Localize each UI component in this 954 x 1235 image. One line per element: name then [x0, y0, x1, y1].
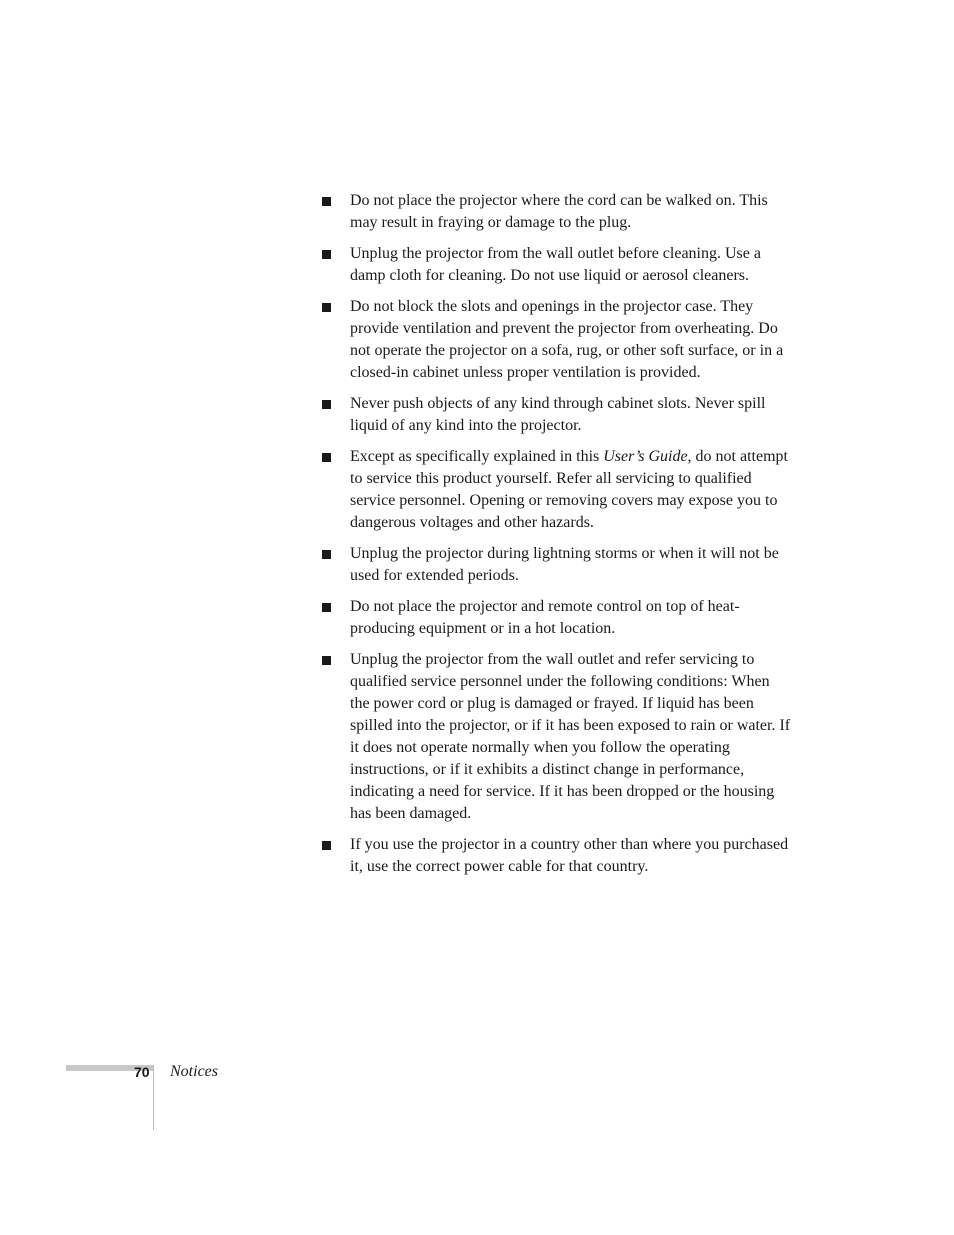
list-item: [322, 393, 792, 437]
square-bullet-icon: [322, 303, 331, 312]
square-bullet-icon: [322, 250, 331, 259]
square-bullet-icon: [322, 603, 331, 612]
guide-title: User’s Guide: [603, 448, 688, 465]
safety-instructions-list: [322, 190, 792, 887]
square-bullet-icon: [322, 841, 331, 850]
square-bullet-icon: [322, 550, 331, 559]
square-bullet-icon: [322, 400, 331, 409]
list-item-text: Unplug the projector from the wall outlet and refer servicing to qualified service personnel under the following conditions: When the power cord or plug is damaged or frayed. If liquid has been spilled into the projector, or if it has been exposed to rain or water. If it does not operate normally when you follow the operating instructions, or if it exhibits a distinct change in performance, indicating a need for service. If it has been dropped or the housing has been damaged.: [350, 651, 791, 822]
list-item: [322, 649, 792, 825]
list-item-text: Do not place the projector and remote control on top of heat-producing equipment or in a hot location.: [350, 598, 740, 637]
list-item: [322, 190, 792, 234]
list-item: [322, 834, 792, 878]
text-segment: Except as specifically explained in this: [350, 448, 604, 465]
list-item-text: Do not place the projector where the cord can be walked on. This may result in fraying or damage to the plug.: [350, 192, 768, 231]
footer-divider: [153, 1065, 154, 1130]
list-item: [322, 543, 792, 587]
list-item: [322, 296, 792, 384]
list-item-text: Unplug the projector from the wall outlet before cleaning. Use a damp cloth for cleaning. Do not use liquid or aerosol cleaners.: [350, 245, 761, 284]
section-name: Notices: [170, 1063, 218, 1080]
square-bullet-icon: [322, 656, 331, 665]
page-number: 70: [134, 1064, 150, 1080]
list-item-text: Never push objects of any kind through cabinet slots. Never spill liquid of any kind into the projector.: [350, 395, 766, 434]
list-item: [322, 243, 792, 287]
list-item-text: Unplug the projector during lightning storms or when it will not be used for extended periods.: [350, 545, 779, 584]
square-bullet-icon: [322, 197, 331, 206]
list-item-text: Do not block the slots and openings in the projector case. They provide ventilation and prevent the projector from overheating. Do not operate the projector on a sofa, rug, or other soft surface, or in a closed-in cabinet unless proper ventilation is provided.: [350, 298, 784, 381]
list-item: [322, 446, 792, 534]
square-bullet-icon: [322, 453, 331, 462]
text-segment: , do not attempt to service this product yourself. Refer all servicing to qualified service personnel. Opening or removing covers may expose you to dangerous voltages and other hazards.: [350, 448, 788, 531]
list-item-text: [350, 448, 788, 531]
list-item: [322, 596, 792, 640]
list-item-text: If you use the projector in a country other than where you purchased it, use the correct power cable for that country.: [350, 836, 789, 875]
